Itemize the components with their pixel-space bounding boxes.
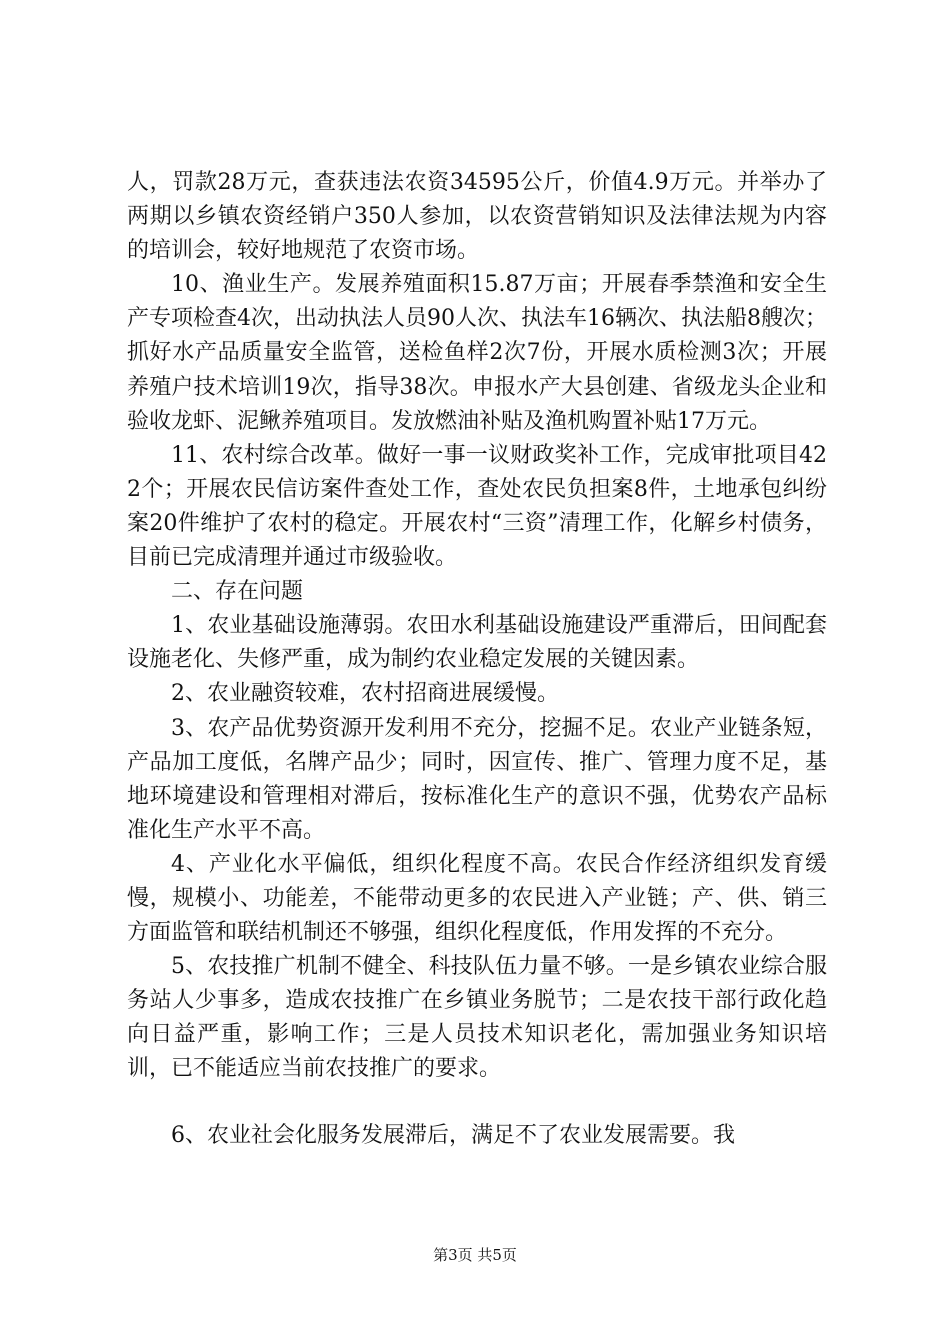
- page-number-footer: 第3页 共5页: [433, 1246, 517, 1264]
- paragraph-fines-summary: 人，罚款28万元，查获违法农资34595公斤，价值4.9万元。并举办了两期以乡镇农资经销户350人参加，以农资营销知识及法律法规为内容的培训会，较好地规范了农资市场。: [127, 170, 827, 264]
- paragraph-rural-reform: 11、农村综合改革。做好一事一议财政奖补工作，完成审批项目422个；开展农民信访案件查处工作，查处农民负担案8件，土地承包纠纷案20件维护了农村的稳定。开展农村“三资”清理工作，化解乡村债务，目前已完成清理并通过市级验收。: [127, 442, 827, 571]
- paragraph-problem-tech-extension: 5、农技推广机制不健全、科技队伍力量不够。一是乡镇农业综合服务站人少事多，造成农技推广在乡镇业务脱节；二是农技干部行政化趋向日益严重，影响工作；三是人员技术知识老化，需加强业务知识培训，已不能适应当前农技推广的要求。: [127, 954, 827, 1082]
- section-heading-problems: 二、存在问题: [171, 579, 304, 605]
- paragraph-problem-resources: 3、农产品优势资源开发利用不充分，挖掘不足。农业产业链条短，产品加工度低，名牌产品少；同时，因宣传、推广、管理力度不足，基地环境建设和管理相对滞后，按标准化生产的意识不强，优势农产品标准化生产水平不高。: [127, 715, 827, 843]
- paragraph-problem-social-services: 6、农业社会化服务发展滞后，满足不了农业发展需要。我: [171, 1122, 735, 1148]
- paragraph-problem-infrastructure: 1、农业基础设施薄弱。农田水利基础设施建设严重滞后，田间配套设施老化、失修严重，成为制约农业稳定发展的关键因素。: [127, 613, 827, 673]
- paragraph-fishery-production: 10、渔业生产。发展养殖面积15.87万亩；开展春季禁渔和安全生产专项检查4次，出动执法人员90人次、执法车16辆次、执法船8艘次；抓好水产品质量安全监管，送检鱼样2次7份，开展水质检测3次；开展养殖户技术培训19次，指导38次。申报水产大县创建、省级龙头企业和验收龙虾、泥鳅养殖项目。发放燃油补贴及渔机购置补贴17万元。: [127, 272, 827, 434]
- paragraph-problem-industrialization: 4、产业化水平偏低，组织化程度不高。农民合作经济组织发育缓慢，规模小、功能差，不能带动更多的农民进入产业链；产、供、销三方面监管和联结机制还不够强，组织化程度低，作用发挥的不充分。: [127, 851, 827, 946]
- document-body: [127, 166, 827, 1153]
- paragraph-problem-financing: 2、农业融资较难，农村招商进展缓慢。: [171, 681, 559, 707]
